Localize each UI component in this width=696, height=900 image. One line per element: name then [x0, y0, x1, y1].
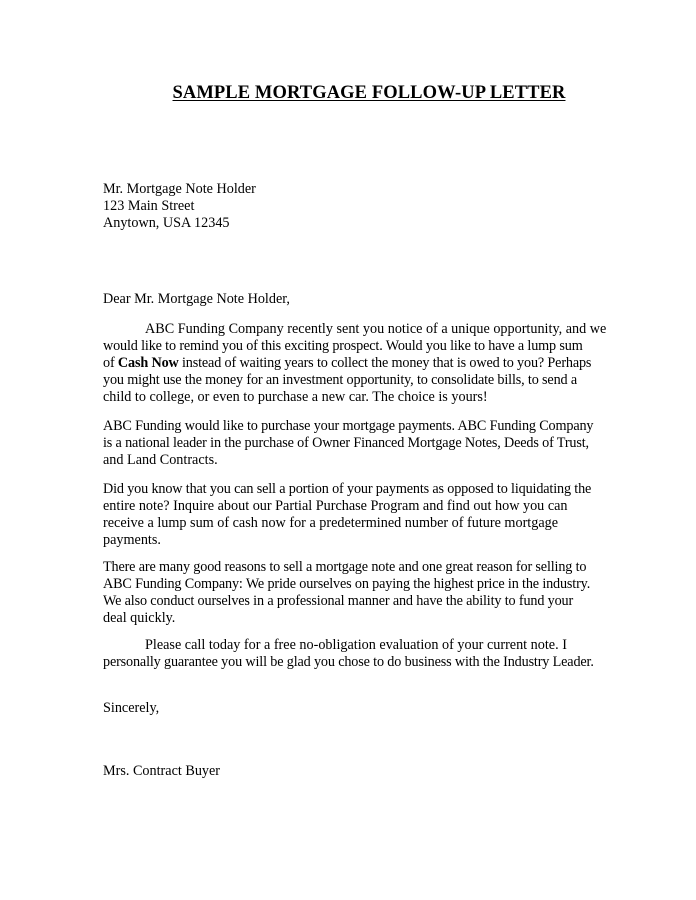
paragraph-5 [103, 637, 603, 671]
recipient-street: 123 Main Street [103, 198, 195, 214]
paragraph-2-line-3: and Land Contracts. [103, 452, 218, 468]
paragraph-5-line-2: personally guarantee you will be glad you chose to do business with the Industry Leader. [103, 654, 594, 670]
paragraph-1-line-3-suffix: instead of waiting years to collect the money that is owed to you? Perhaps [178, 355, 592, 371]
recipient-city: Anytown, USA 12345 [103, 215, 230, 231]
paragraph-4-line-2: ABC Funding Company: We pride ourselves on paying the highest price in the industry. [103, 576, 591, 592]
recipient-address [103, 181, 603, 232]
paragraph-1-line-3 [103, 355, 603, 372]
salutation: Dear Mr. Mortgage Note Holder, [103, 291, 290, 307]
paragraph-1-line-3-prefix: of [103, 355, 118, 371]
cash-now-emphasis: Cash Now [117, 355, 179, 371]
paragraph-4-line-1: There are many good reasons to sell a mortgage note and one great reason for selling to [103, 559, 587, 575]
paragraph-1-line-4: you might use the money for an investment opportunity, to consolidate bills, to send a [103, 372, 577, 388]
paragraph-1-line-5: child to college, or even to purchase a new car. The choice is yours! [103, 389, 488, 405]
signature: Mrs. Contract Buyer [103, 763, 221, 779]
paragraph-2-line-2: is a national leader in the purchase of Owner Financed Mortgage Notes, Deeds of Trust, [103, 435, 589, 451]
paragraph-1 [103, 321, 607, 406]
paragraph-5-line-1: Please call today for a free no-obligation evaluation of your current note. I [145, 637, 567, 653]
closing: Sincerely, [103, 700, 160, 716]
paragraph-3-line-4: payments. [103, 532, 161, 548]
recipient-name: Mr. Mortgage Note Holder [103, 181, 256, 197]
paragraph-3-line-2: entire note? Inquire about our Partial Purchase Program and find out how you can [103, 498, 568, 514]
paragraph-4-line-3: We also conduct ourselves in a professional manner and have the ability to fund your [103, 593, 574, 609]
paragraph-4 [103, 559, 603, 627]
letter-title: SAMPLE MORTGAGE FOLLOW-UP LETTER [172, 83, 566, 103]
paragraph-1-line-2: would like to remind you of this exciting prospect. Would you like to have a lump sum [103, 338, 583, 354]
paragraph-4-line-4: deal quickly. [103, 610, 176, 626]
paragraph-3 [103, 481, 603, 549]
paragraph-1-line-1: ABC Funding Company recently sent you notice of a unique opportunity, and we [145, 321, 607, 337]
paragraph-2 [103, 418, 603, 469]
paragraph-3-line-3: receive a lump sum of cash now for a predetermined number of future mortgage [103, 515, 559, 531]
paragraph-3-line-1: Did you know that you can sell a portion of your payments as opposed to liquidating the [103, 481, 592, 497]
paragraph-2-line-1: ABC Funding would like to purchase your mortgage payments. ABC Funding Company [103, 418, 594, 434]
